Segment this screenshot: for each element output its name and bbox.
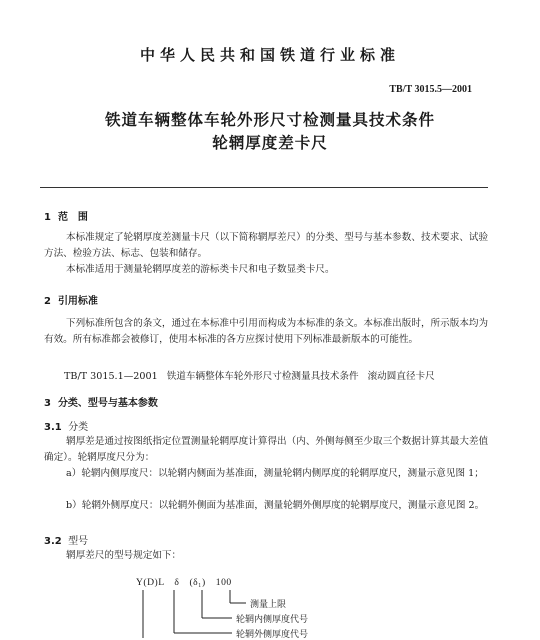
section-2-title: 引用标准 (57, 296, 98, 307)
subsection-3-2-number: 3.2 (44, 536, 62, 547)
subsection-3-2-heading (44, 532, 88, 547)
section-2-number: 2 (44, 296, 51, 307)
section-3-title: 分类、型号与基本参数 (57, 398, 158, 409)
subsection-3-1-number: 3.1 (44, 422, 62, 433)
subsection-3-1-paragraph: 辋厚差是通过按图纸指定位置测量轮辋厚度计算得出（内、外侧每侧至少取三个数据计算其最大差值确定）。轮辋厚度尺分为： (44, 436, 489, 463)
subsection-3-2-title: 型号 (68, 536, 89, 547)
subsection-3-1-item-b: b）轮辋外侧厚度尺：以轮辋外侧面为基准面，测量轮辋外侧厚度的轮辋厚度尺，测量示意见图 2。 (66, 500, 485, 511)
reference-title: 铁道车辆整体车轮外形尺寸检测量具技术条件 (166, 371, 359, 382)
section-3-heading (44, 394, 158, 409)
label-inner-thickness-code: 轮辋内侧厚度代号 (236, 615, 309, 625)
section-1-number: 1 (44, 212, 51, 223)
model-designation-code: Y(D)L δ (δ₁) 100 (136, 577, 232, 588)
label-outer-thickness-code: 轮辋外侧厚度代号 (236, 630, 309, 640)
document-title-line2: 轮辋厚度差卡尺 (212, 134, 328, 152)
subsection-3-1-heading (44, 418, 88, 433)
reference-item: 滚动圆直径卡尺 (367, 371, 435, 382)
standard-code: TB/T 3015.5—2001 (389, 84, 472, 95)
subsection-3-1-title: 分类 (68, 422, 89, 433)
subsection-3-1-item-a: a）轮辋内侧厚度尺：以轮辋内侧面为基准面，测量轮辋内侧厚度的轮辋厚度尺，测量示意见图 1； (66, 468, 484, 479)
header-divider (40, 187, 488, 188)
label-upper-limit: 测量上限 (250, 600, 287, 610)
document-title-line1: 铁道车辆整体车轮外形尺寸检测量具技术条件 (104, 111, 435, 129)
section-1-paragraph-2: 本标准适用于测量轮辋厚度差的游标类卡尺和电子数显类卡尺。 (66, 264, 335, 275)
industry-standard-heading: 中华人民共和国铁道行业标准 (139, 46, 400, 64)
section-1-title: 范 围 (57, 212, 88, 223)
section-1-heading (44, 208, 88, 223)
subsection-3-2-paragraph: 辋厚差尺的型号规定如下： (66, 550, 182, 561)
section-2-heading (44, 292, 98, 307)
normative-reference (64, 368, 444, 382)
section-2-paragraph-1: 下列标准所包含的条文，通过在本标准中引用而构成为本标准的条文。本标准出版时，所示版本均为有效。所有标准都会被修订，使用本标准的各方应探讨使用下列标准最新版本的可能性。 (44, 318, 489, 345)
section-1-paragraph-1: 本标准规定了轮辋厚度差测量卡尺（以下简称辋厚差尺）的分类、型号与基本参数、技术要求、试验方法、检验方法、标志、包装和储存。 (44, 232, 489, 259)
section-3-number: 3 (44, 398, 51, 409)
reference-code: TB/T 3015.1—2001 (64, 371, 158, 382)
